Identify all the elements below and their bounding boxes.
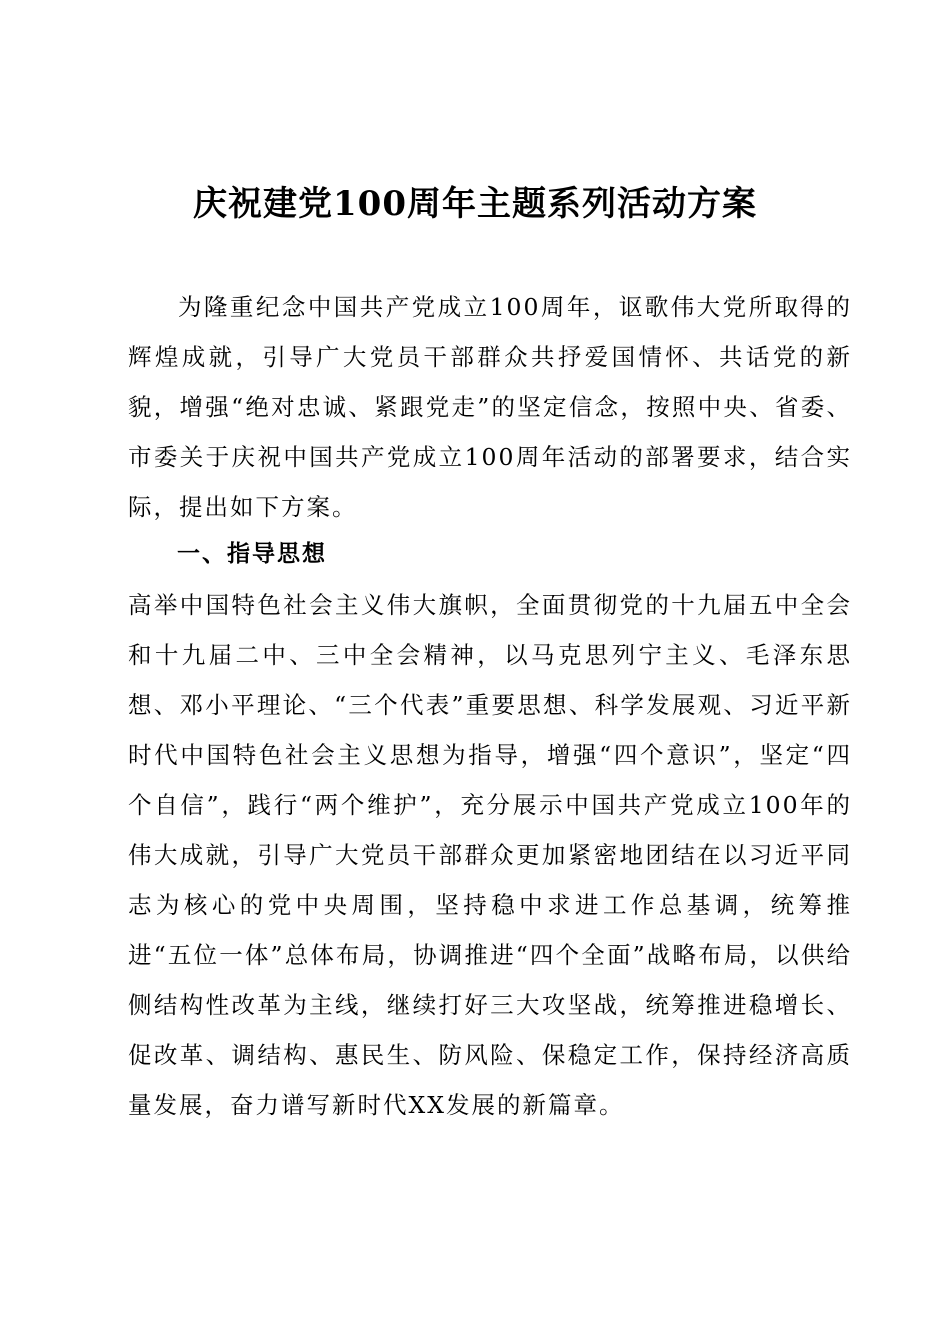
section-heading-guiding-ideology: 一、指导思想 — [177, 541, 327, 567]
section-body-guiding-ideology: 高举中国特色社会主义伟大旗帜，全面贯彻党的十九届五中全会和十九届二中、三中全会精神，以马克思列宁主义、毛泽东思想、邓小平理论、“三个代表”重要思想、科学发展观、习近平新时代中国特色社会主义思想为指导，增强“四个意识”，坚定“四个自信”，践行“两个维护”，充分展示中国共产党成立100年的伟大成就，引导广大党员干部群众更加紧密地团结在以习近平同志为核心的党中央周围，坚持稳中求进工作总基调，统筹推进“五位一体”总体布局，协调推进“四个全面”战略布局，以供给侧结构性改革为主线，继续打好三大攻坚战，统筹推进稳增长、促改革、调结构、惠民生、防风险、保稳定工作，保持经济高质量发展，奋力谱写新时代XX发展的新篇章。 — [128, 591, 852, 1119]
intro-paragraph: 为隆重纪念中国共产党成立100周年，讴歌伟大党所取得的辉煌成就，引导广大党员干部群众共抒爱国情怀、共话党的新貌，增强“绝对忠诚、紧跟党走”的坚定信念，按照中央、省委、市委关于庆祝中国共产党成立100周年活动的部署要求，结合实际，提出如下方案。 — [128, 293, 852, 521]
document-title: 庆祝建党100周年主题系列活动方案 — [193, 184, 757, 224]
